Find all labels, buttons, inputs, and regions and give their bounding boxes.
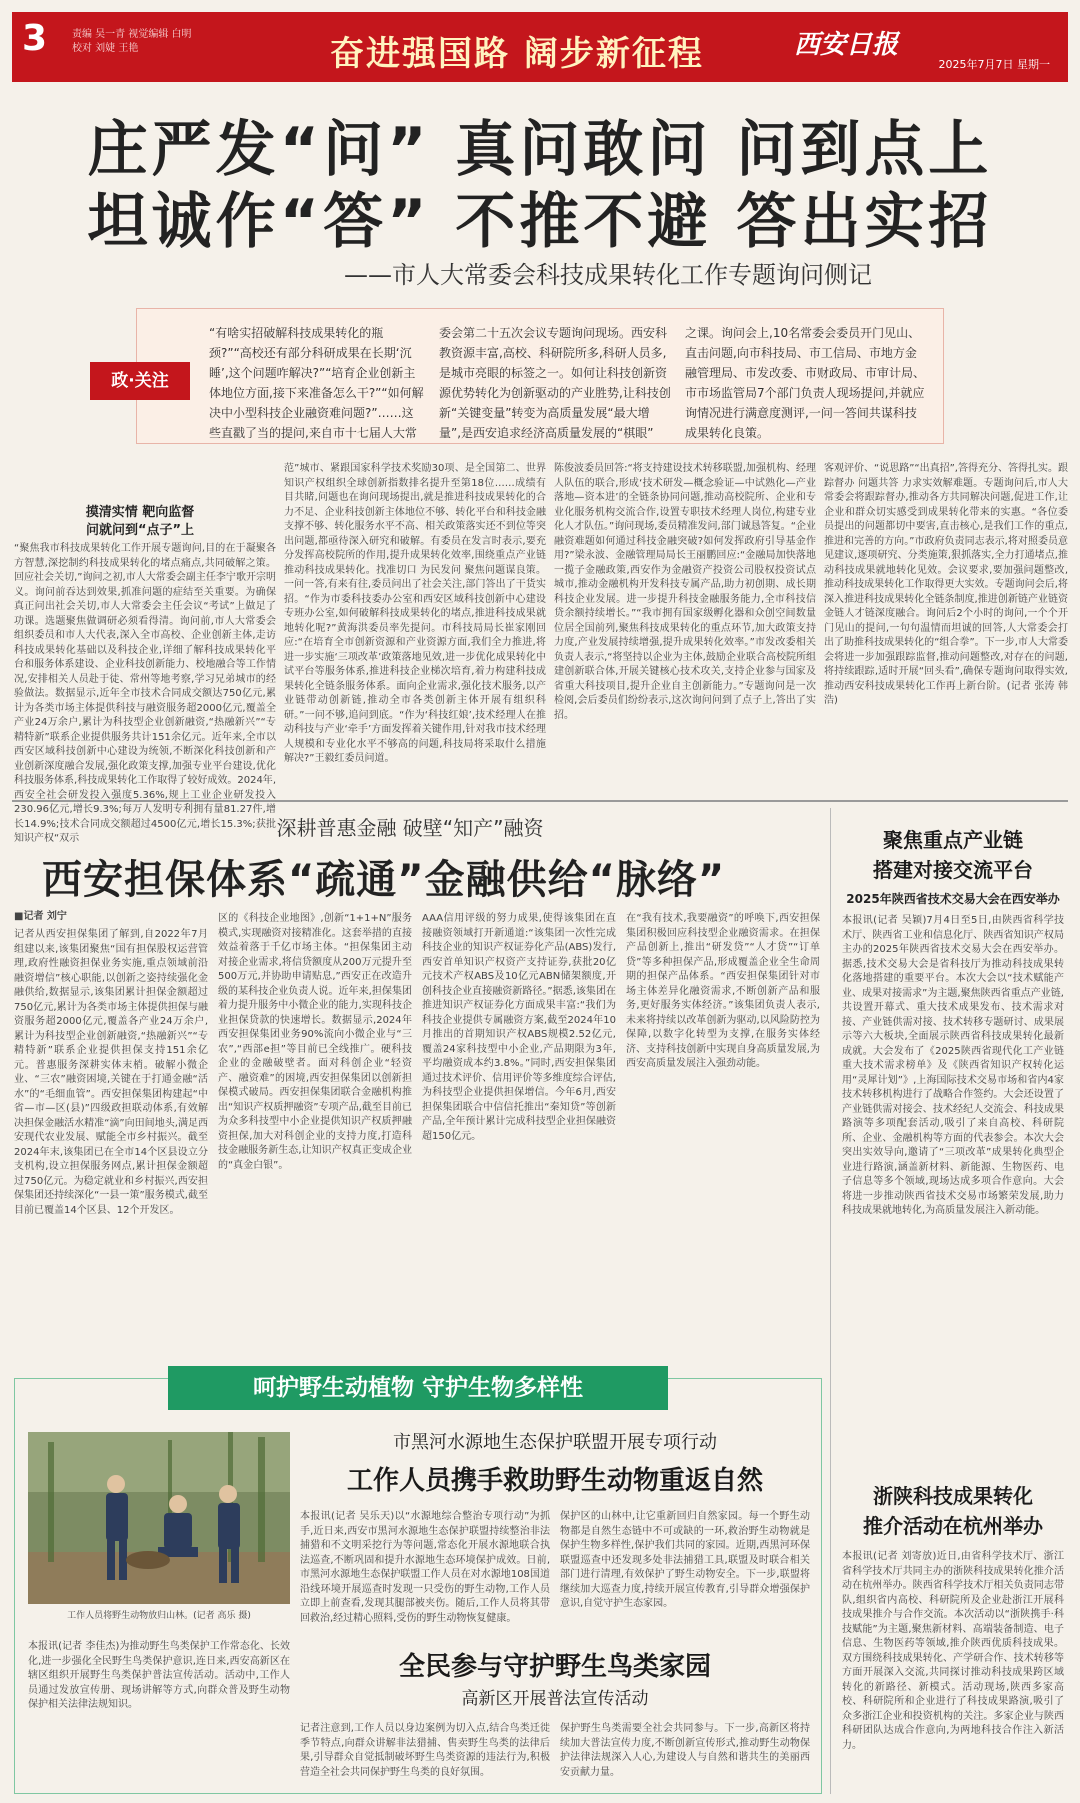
bird-story-lead: 本报讯(记者 李佳杰)为推动野生鸟类保护工作常态化、长效化,进一步强化全民野生鸟类保护意识,连日来,西安高新区在辖区组织开展野生鸟类保护普法宣传活动。活动中,工作人员通过发放宣传册、现场讲解等方式,向群众普及野生动物保护相关法律法规知识。: [28, 1641, 290, 1710]
rescue-photo: [28, 1432, 290, 1604]
callout-column-2: 委会第二十五次会议专题询问现场。西安科教资源丰富,高校、科研院所多,科研人员多,是城市亮眼的标签之一。如何让科技创新资源优势转化为创新驱动的产业胜势,让科技创新“关键变量”转变为高质量发展“最大增量”,是西安追求经济高质量发展的“棋眼”: [439, 326, 671, 440]
story1-column-4: 客观评价、“说思路”“出真招”,答得充分、答得扎实。跟踪督办 问题共答 力求实效解难题。专题询问后,市人大常委会将跟踪督办,推动各方共同解决问题,促进工作,让企业和群众切实感受到成果转化带来的实惠。“各位委员提出的问题都切中要害,直击核心,是我们工作的重点,推进和完善的方向。”市政府负责同志表示,将对照委员意见建议,逐项研究、分类施策,狠抓落实,全力打通堵点,推动科技成果就地转化见效。会议要求,要加强问题整改,推动科技成果转化工作取得更大实效。专题询问会后,将深入推进科技成果转化全链条制度,推进创新链产业链资金链人才链深度融合。询问后2个小时的询问,一个个开门见山的提问,一句句温情而坦诚的回答,人大常委会打出了助推科技成果转化的“组合拳”。下一步,市人大常委会将进一步加强跟踪监督,推动问题整改,对存在的问题,将持续跟踪,适时开展“回头看”,确保专题询问取得实效,推动西安科技成果转化工作再上新台阶。(记者 张涛 韩浩): [824, 463, 1068, 706]
story1-column-3: 陈俊波委员回答:“将支持建设技术转移联盟,加强机构、经理人队伍的联合,形成‘技术研发—概念验证—中试熟化—产业落地—资本进’的全链条协同问题,推动高校院所、企业和专业化服务机构交流合作,设置专职技术经理人岗位,构建专业化人才队伍。”询问现场,委员精准发问,部门诚恳答复。“企业融资难题如何通过科技金融突破?如何发挥政府引导基金作用?”梁永波、金融管理局局长王丽鹏回应:“金融局加快落地一揽子金融政策,西安作为金融资产投资公司股权投资试点城市,推动金融机构开发科技专属产品,助力初创期、成长期科技企业发展。进一步提升科技金融服务能力,全市科技信贷余额持续增长。”“我市拥有国家级孵化器和众创空间数量位居全国前列,聚焦科技成果转化的重点环节,加大政策支持力度,产业发展持续增强,提升成果转化效率。”市发改委相关负责人表示,“将坚持以企业为主体,鼓励企业联合高校院所组建创新联合体,开展关键核心技术攻关,支持企业参与国家及省重大科技项目,提升企业自主创新能力。”专题询问是一次检阅,会后委员们纷纷表示,这次询问问到了点子上,答出了实招。: [554, 463, 816, 721]
headline-line-1: 庄严发“问” 真问敢问 问到点上: [87, 115, 993, 185]
bird-column-2: 保护野生鸟类需要全社会共同参与。下一步,高新区将持续加大普法宣传力度,不断创新宣传形式,推动野生动物保护法律法规深入人心,为建设人与自然和谐共生的美丽西安贡献力量。: [560, 1723, 810, 1778]
finance-story-headline: 西安担保体系“疏通”金融供给“脉络”: [42, 857, 726, 903]
finance-column-2: 区的《科技企业地图》,创新“1+1+N”服务模式,实现融资对接精准化。这套举措的直接效益着落于千亿市场主体。“担保集团主动对接企业需求,将信贷额度从200万元提升至500万元,并协助申请贴息,”西安正在改造升级的某科技企业负责人说。近年来,担保集团着力提升服务中小微企业的能力,实现科技企业担保贷款的快速增长。数据显示,2024年西安担保集团业务90%流向小微企业与“三农”,“西部e担”等目前已全线推广。硬科技企业的金融破壁者。面对科创企业“轻资产、融资难”的困境,西安担保集团以创新担保模式破局。西安担保集团联合金融机构推出“知识产权质押融资”专项产品,截至目前已为众多科技型中小企业提供知识产权质押融资担保,加大对科创企业的支持力度,打造科技金融服务新生态,让知识产权真正变成企业的“真金白银”。: [218, 913, 412, 1171]
finance-column-4: 在“我有技术,我要融资”的呼唤下,西安担保集团积极回应科技型企业融资需求。在担保产品创新上,推出“研发贷”“人才贷”“订单贷”等多种担保产品,形成覆盖企业全生命周期的担保产品体系。“西安担保集团针对市场主体差异化融资需求,不断创新产品和服务,更好服务实体经济。”该集团负责人表示,未来将持续以改革创新为驱动,以风险防控为保障,以数字化转型为支撑,在服务实体经济、支持科技创新中实现自身高质量发展,为西安高质量发展注入强劲动能。: [626, 913, 820, 1069]
headline-line-2: 坦诚作“答” 不推不避 答出实招: [87, 187, 993, 257]
rescue-column-2: 保护区的山林中,让它重新回归自然家园。每一个野生动物都是自然生态链中不可或缺的一环,救治野生动物就是保护生物多样性,保护我们共同的家园。近期,西黑河环保联盟巡查中还发现多处非法捕猎工具,联盟及时联合相关部门进行清理,有效保护了野生动物安全。下一步,联盟将继续加大巡查力度,持续开展宣传教育,引导群众增强保护意识,自觉守护生态家园。: [560, 1511, 810, 1609]
bird-column-1: 记者注意到,工作人员以身边案例为切入点,结合鸟类迁徙季节特点,向群众讲解非法猎捕、售卖野生鸟类的法律后果,引导群众自觉抵制破坏野生鸟类资源的违法行为,积极营造全社会共同保护野生鸟类的良好氛围。: [300, 1723, 550, 1778]
issue-date: 2025年7月7日 星期一: [938, 58, 1050, 71]
bird-story-kicker: 高新区开展普法宣传活动: [461, 1689, 649, 1709]
story1-column-1: “聚焦我市科技成果转化工作开展专题询问,目的在于凝聚各方智慧,深挖制约科技成果转化的堵点痛点,共同破解之策。回应社会关切,”询问之初,市人大常委会副主任李宁歌开宗明义。询问前吞达到效果,抓准问题的症结至关重要。为确保真正问出社会关切,市人大常委会主任会议“考试”上做足了功课。选题聚焦做调研必须看得清。询问前,市人大常委会组织委员和市人大代表,深入全市高校、企业创新主体,走访科技成果转化基础以及科技企业,详细了解科技成果转化平台和服务体系建设、企业科技创新能力、校地融合等工作情况,安排相关人员赴于徒、常州等地考察,学习兄弟城市的经验做法。数据显示,近年全市技术合同成交额达750亿元,累计为各类市场主体提供科技与融资服务超2000亿元,覆盖全产业24万余户,累计为科技型企业创新融资,“热融新兴”“专精特新”联系企业提供服务共计151余亿元。近年来,全市以西安区域科技创新中心建设为统领,不断深化科技创新和产业创新深度融合发展,强化政策支撑,加强专业平台建设,优化科技服务体系,科技成果转化工作取得了较好成效。2024年,西安全社会研发投入强度5.36%,规上工业企业研发投入230.96亿元,增长9.3%;每万人发明专利拥有量81.27件,增长14.9%;技术合同成交额超过4500亿元,增长15.3%;获批知识产权“双示: [14, 543, 276, 844]
wildlife-section-banner: 呵护野生动植物 守护生物多样性: [168, 1366, 668, 1410]
page-number: 3: [22, 18, 48, 59]
zhejiang-headline-2: 推介活动在杭州举办: [863, 1514, 1043, 1538]
tech-fair-headline-2: 搭建对接交流平台: [873, 858, 1033, 882]
bird-story-headline: 全民参与守护野生鸟类家园: [398, 1652, 711, 1682]
headline-subtitle: ——市人大常委会科技成果转化工作专题询问侧记: [344, 261, 872, 289]
zhejiang-body: 本报讯(记者 刘寄放)近日,由省科学技术厅、浙江省科学技术厅共同主办的浙陕科技成果转化推介活动在杭州举办。陕西省科学技术厅相关负责同志带队,组织省内高校、科研院所及企业赴浙江开展科技成果推介与合作交流。本次活动以“浙陕携手·科技赋能”为主题,聚焦新材料、高端装备制造、电子信息、生物医药等领域,推介陕西优质科技成果。双方围绕科技成果转化、产学研合作、技术转移等方面开展深入交流,共同探讨推动科技成果跨区域转化的新路径、新模式。活动现场,陕西多家高校、科研院所和企业进行了科技成果路演,吸引了众多浙江企业和投资机构的关注。多家企业与陕西科研团队达成合作意向,为两地科技合作注入新活力。: [842, 1551, 1064, 1751]
tech-fair-headline-1: 聚焦重点产业链: [883, 828, 1023, 852]
section-heading-supervision: 摸清实情 靶向监督 问就问到“点子”上: [85, 505, 195, 538]
rescue-story-headline: 工作人员携手救助野生动物重返自然: [346, 1466, 763, 1496]
zhejiang-headline-1: 浙陕科技成果转化: [873, 1484, 1033, 1508]
lead-callout-box: [136, 308, 944, 444]
photo-caption: 工作人员将野生动物放归山林。(记者 高乐 摄): [67, 1611, 251, 1621]
newspaper-logo: 西安日报: [793, 30, 898, 60]
rescue-column-1: 本报讯(记者 吴乐天)以“水源地综合整治专项行动”为抓手,近日来,西安市黑河水源地生态保护联盟持续整治非法捕猎和不文明采挖行为等问题,常态化开展水源地联合执法巡查,不断巩固和提升水源地生态环境保护成效。日前,市黑河水源地生态保护联盟工作人员在对水源地108国道沿线环境开展巡查时发现一只受伤的野生动物,工作人员立即上前查看,发现其腿部被夹伤。随后,工作人员将其带回救治,经过精心照料,受伤的野生动物恢复健康。: [300, 1511, 550, 1624]
finance-column-1: 记者从西安担保集团了解到,自2022年7月组建以来,该集团聚焦“国有担保股权运营管理,政府性融资担保业务实施,重点领域前沿融资增信”核心职能,以创新之姿持续强化金融供给,数据显示,该集团累计担保金额超过750亿元,累计为各类市场主体提供担保与融资服务超2000亿元,覆盖各产业24万余户,累计为科技型企业创新融资,“热融新兴”“专精特新”联系企业提供担保支持151余亿元。普惠服务深耕实体末梢。破解小微企业、“三农”融资困境,关键在于打通金融“活水”的“毛细血管”。西安担保集团构建起“中省—市—区(县)”四级政担联动体系,有效解决担保金融活水精准“滴”向田间地头,满足西安现代农业发展、赋能全市乡村振兴。截至2024年末,该集团已在全市14个区县设立分支机构,设立担保服务网点,累计担保金额超过750亿元。为稳定就业和乡村振兴,西安担保集团还持续深化“一县一策”服务模式,截至目前已覆盖14个区县、12个开发区。: [14, 929, 208, 1216]
politics-focus-badge: 政·关注: [90, 362, 190, 400]
editor-credits: [72, 28, 212, 56]
section-divider: [12, 800, 1068, 802]
photo-illustration: [28, 1432, 290, 1604]
tech-fair-body: 本报讯(记者 吴颖)7月4日至5日,由陕西省科学技术厅、陕西省工业和信息化厅、陕西省知识产权局主办的2025年陕西省技术交易大会在西安举办。据悉,技术交易大会是省科技厅为推动科技成果转化落地搭建的重要平台。本次大会以“技术赋能产业、成果对接需求”为主题,聚焦陕西省重点产业链,共设置开幕式、重大技术成果发布、技术需求对接、产业链供需对接、技术转移专题研讨、成果展示等六大板块,全面展示陕西省科技成果转化最新成就。大会发布了《2025陕西省现代化工产业链重大技术需求榜单》及《陕西省知识产权转化运用“灵犀计划”》,上海国际技术交易市场和省内4家技术转移机构进行了战略合作签约。大会还设置了产业链供需对接会、技术经纪人交流会、科技成果路演等多项配套活动,吸引了来自高校、科研院所、企业、金融机构等方面的代表参会。本次大会突出实效导向,邀请了“三项改革”成果转化典型企业进行路演,涵盖新材料、新能源、生物医药、电子信息等多个领域,现场达成多项合作意向。大会将进一步推动陕西省技术交易市场繁荣发展,助力科技成果就地转化,为高质量发展注入新动能。: [842, 915, 1064, 1216]
story1-column-2: 范”城市、紧跟国家科学技术奖励30项、是全国第二、世界知识产权组织全球创新指数排名提升至第18位……成绩有目共睹,问题也在询问现场提出,就是推进科技成果转化的合力不足、企业科技创新主体地位不够、转化平台和科技金融支撑不够、转化服务水平不高、相关政策落实还不到位等突出问题,都亟待深入研究和破解。有委员在发言时表示,要充分发挥高校院所的作用,提升成果转化效率,围绕重点产业链推动科技成果转化。找准切口 为民发问 聚焦问题谋良策。一问一答,有来有往,委员问出了社会关注,部门答出了干货实招。“作为市委科技委办公室和西安区域科技创新中心建设专班办公室,如何破解科技成果转化的堵点,推进科技成果就地转化呢?”黄海洪委员率先提问。市科技局局长崔家刚回应:“在培育全市创新资源和产业资源方面,我们全力推进,将进一步实施‘三项改革’政策落地见效,进一步优化成果转化中试平台等服务体系,推进科技企业梯次培育,着力构建科技成果转化全链条服务体系。面向企业需求,强化技术服务,以产业链带动创新链,推动全市各类创新主体开展有组织科研。”一问不够,追问到底。“作为‘科技红娘’,技术经理人在推动科技与产业‘牵手’方面发挥着关键作用,针对我市技术经理人规模和专业化水平不够高的问题,科技局将采取什么措施解决?”王毅红委员问道。: [284, 463, 546, 764]
finance-column-3: AAA信用评级的努力成果,使得该集团在直接融资领域打开新通道:“该集团一次性完成科技企业的知识产权证券化产品(ABS)发行,西安首单知识产权资产支持证券,获批20亿元技术产权ABS及10亿元ABN储架额度,开创科技企业直接融资新路径。”据悉,该集团在推进知识产权证券化方面成果丰富:“我们为科技企业提供专属融资方案,截至2024年10月推出的首期知识产权ABS规模2.52亿元,覆盖24家科技型中小企业,产品期限为3年,平均融资成本约3.8%。”同时,西安担保集团通过技术评价、信用评价等多维度综合评估,为科技型企业提供担保增信。今年6月,西安担保集团联合中信信托推出“秦知贷”等创新产品,全年预计累计完成科技型企业担保融资超150亿元。: [422, 913, 616, 1142]
column-divider: [830, 808, 831, 1794]
tech-fair-subhead: 2025年陕西省技术交易大会在西安举办: [846, 892, 1060, 906]
editor-line: 责编 吴一青 视觉编辑 白明: [72, 29, 192, 40]
finance-story-byline: ■记者 刘宁: [14, 911, 67, 922]
section-theme: 奋进强国路 阔步新征程: [330, 34, 704, 74]
callout-column-3: 之课。询问会上,10名常委会委员开门见山、直击问题,向市科技局、市工信局、市地方金融管理局、市发改委、市财政局、市审计局、市市场监管局7个部门负责人现场提问,并就应询情况进行满意度测评,一问一答间共谋科技成果转化良策。: [685, 326, 926, 440]
finance-story-kicker: 深耕普惠金融 破壁“知产”融资: [276, 816, 544, 840]
masthead-banner: [12, 12, 1068, 82]
callout-column-1: “有啥实招破解科技成果转化的瓶颈?”“高校还有部分科研成果在长期‘沉睡’,这个问题咋解决?”“培育企业创新主体地位方面,接下来准备怎么干?”“如何解决中小型科技企业融资难问题?”……这些直戳了当的提问,来自市十七届人大常: [209, 326, 424, 440]
proofreader-line: 校对 刘婕 王艳: [72, 43, 139, 54]
rescue-story-kicker: 市黑河水源地生态保护联盟开展专项行动: [393, 1432, 717, 1453]
